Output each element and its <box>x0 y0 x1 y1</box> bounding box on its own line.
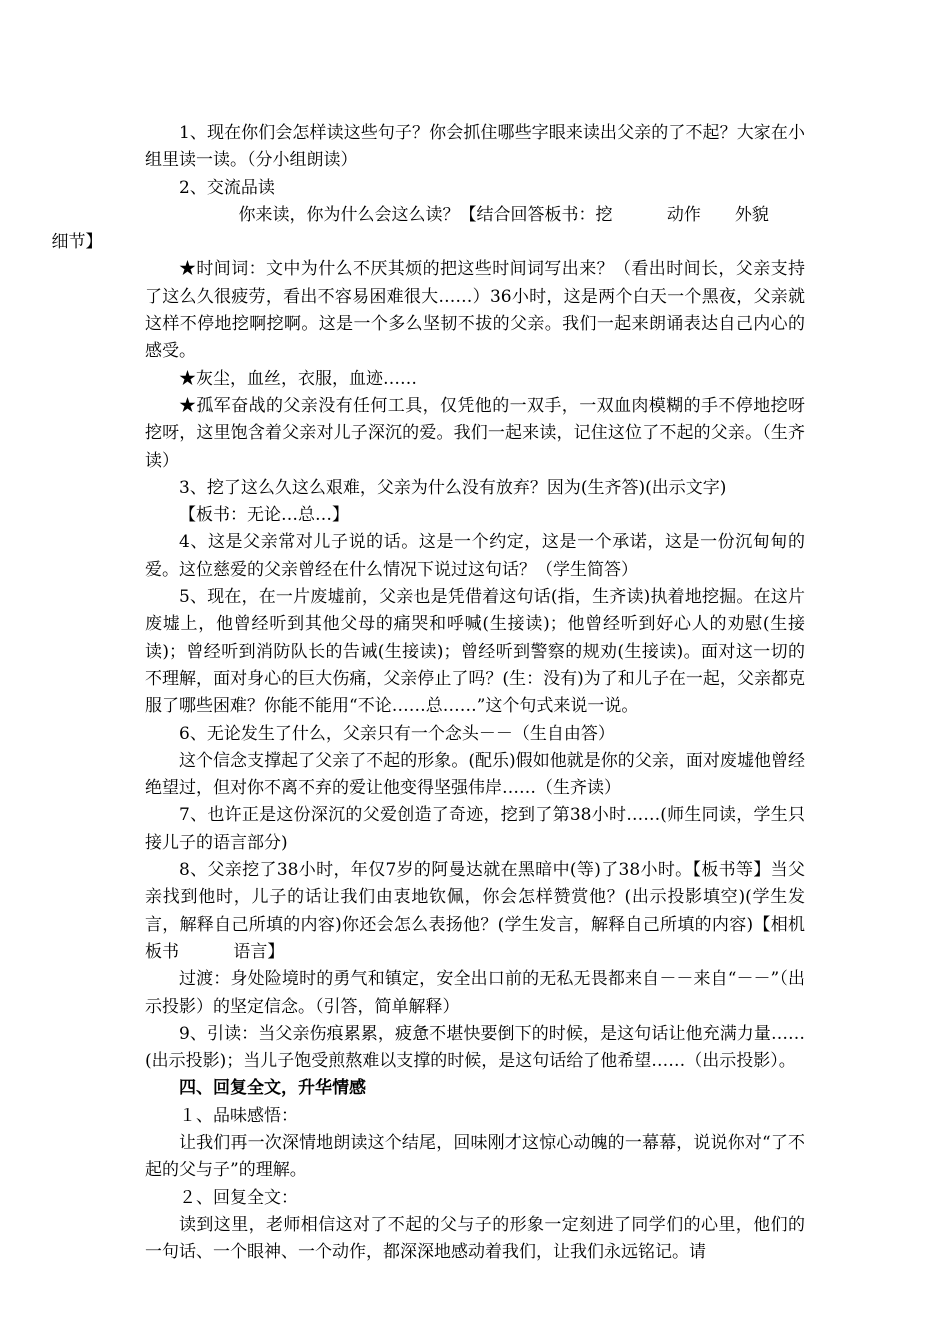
paragraph-17: １、品味感悟： <box>179 1105 298 1126</box>
paragraph-10: 5、现在，在一片废墟前，父亲也是凭借着这句话(指，生齐读)执着地挖掘。在这片废墟上，他曾经听到其他父母的痛哭和呼喊(生接读)；他曾经听到好心人的劝慰(生接读)；曾经听到消防队长的告诫(生接读)；曾经听到警察的规劝(生接读)。面对这一切的不理解，面对身心的巨大伤痛，父亲停止了吗？(生：没有)为了和儿子在一起，父亲都克服了哪些困难？你能不能用“不论……总……”这个句式来说一说。 <box>145 587 805 717</box>
paragraph-3-appearance: 外貌 <box>734 204 769 225</box>
paragraph-14-language: 语言】 <box>233 941 285 962</box>
paragraph-12: 这个信念支撑起了父亲了不起的形象。(配乐)假如他就是你的父亲，面对废墟他曾经绝望过，但对你不离不弃的爱让他变得坚强伟岸……（生齐读） <box>145 750 805 799</box>
paragraph-3-text: 你来读，你为什么会这么读？【结合回答板书：挖 <box>238 204 613 225</box>
paragraph-8: 【板书：无论…总…】 <box>179 505 349 526</box>
paragraph-13: 7、也许正是这份深沉的父爱创造了奇迹，挖到了第38小时……(师生同读，学生只接儿子的语言部分) <box>145 805 805 853</box>
paragraph-3-action: 动作 <box>666 204 701 225</box>
section-heading-4: 四、回复全文，升华情感 <box>179 1078 366 1099</box>
paragraph-15: 过渡：身处险境时的勇气和镇定，安全出口前的无私无畏都来自－－来自“－－”（出示投影）的坚定信念。（引答，简单解释） <box>145 969 805 1017</box>
paragraph-1: 1、现在你们会怎样读这些句子？你会抓住哪些字眼来读出父亲的了不起？大家在小组里读一读。（分小组朗读） <box>145 123 805 171</box>
paragraph-6: ★孤军奋战的父亲没有任何工具，仅凭他的一双手，一双血肉模糊的手不停地挖呀挖呀，这里饱含着父亲对儿子深沉的爱。我们一起来读，记住这位了不起的父亲。（生齐读） <box>145 395 805 471</box>
paragraph-9: 4、这是父亲常对儿子说的话。这是一个约定，这是一个承诺，这是一份沉甸甸的爱。这位慈爱的父亲曾经在什么情况下说过这句话？（学生简答） <box>145 532 805 580</box>
paragraph-5: ★灰尘，血丝，衣服，血迹…… <box>179 368 417 389</box>
paragraph-3-detail: 细节】 <box>51 232 103 253</box>
paragraph-20: 读到这里，老师相信这对了不起的父与子的形象一定刻进了同学们的心里，他们的一句话、一个眼神、一个动作，都深深地感动着我们，让我们永远铭记。请 <box>145 1214 805 1263</box>
paragraph-18: 让我们再一次深情地朗读这个结尾，回味刚才这惊心动魄的一幕幕，说说你对“了不起的父与子”的理解。 <box>145 1132 805 1181</box>
document-page <box>51 120 805 1266</box>
paragraph-16: 9、引读：当父亲伤痕累累，疲惫不堪快要倒下的时候，是这句话让他充满力量……(出示投影)；当儿子饱受煎熬难以支撑的时候，是这句话给了他希望……（出示投影）。 <box>145 1023 805 1072</box>
paragraph-4: ★时间词：文中为什么不厌其烦的把这些时间词写出来？（看出时间长，父亲支持了这么久很疲劳，看出不容易困难很大……）36小时，这是两个白天一个黑夜，父亲就这样不停地挖啊挖啊。这是一个多么坚韧不拔的父亲。我们一起来朗诵表达自己内心的感受。 <box>145 259 805 362</box>
paragraph-3 <box>51 202 805 257</box>
paragraph-19: ２、回复全文： <box>179 1187 298 1208</box>
paragraph-2: 2、交流品读 <box>179 177 275 198</box>
paragraph-7: 3、挖了这么久这么艰难，父亲为什么没有放弃？因为(生齐答)(出示文字) <box>179 477 727 498</box>
paragraph-14 <box>145 857 805 966</box>
paragraph-14-text: 8、父亲挖了38小时，年仅7岁的阿曼达就在黑暗中(等)了38小时。【板书等】当父亲找到他时，儿子的话让我们由衷地钦佩，你会怎样赞赏他？(出示投影填空)(学生发言，解释自己所填的内容)你还会怎么表扬他？(学生发言，解释自己所填的内容)【相机板书 <box>145 860 805 962</box>
paragraph-11: 6、无论发生了什么，父亲只有一个念头－－（生自由答） <box>179 723 615 744</box>
